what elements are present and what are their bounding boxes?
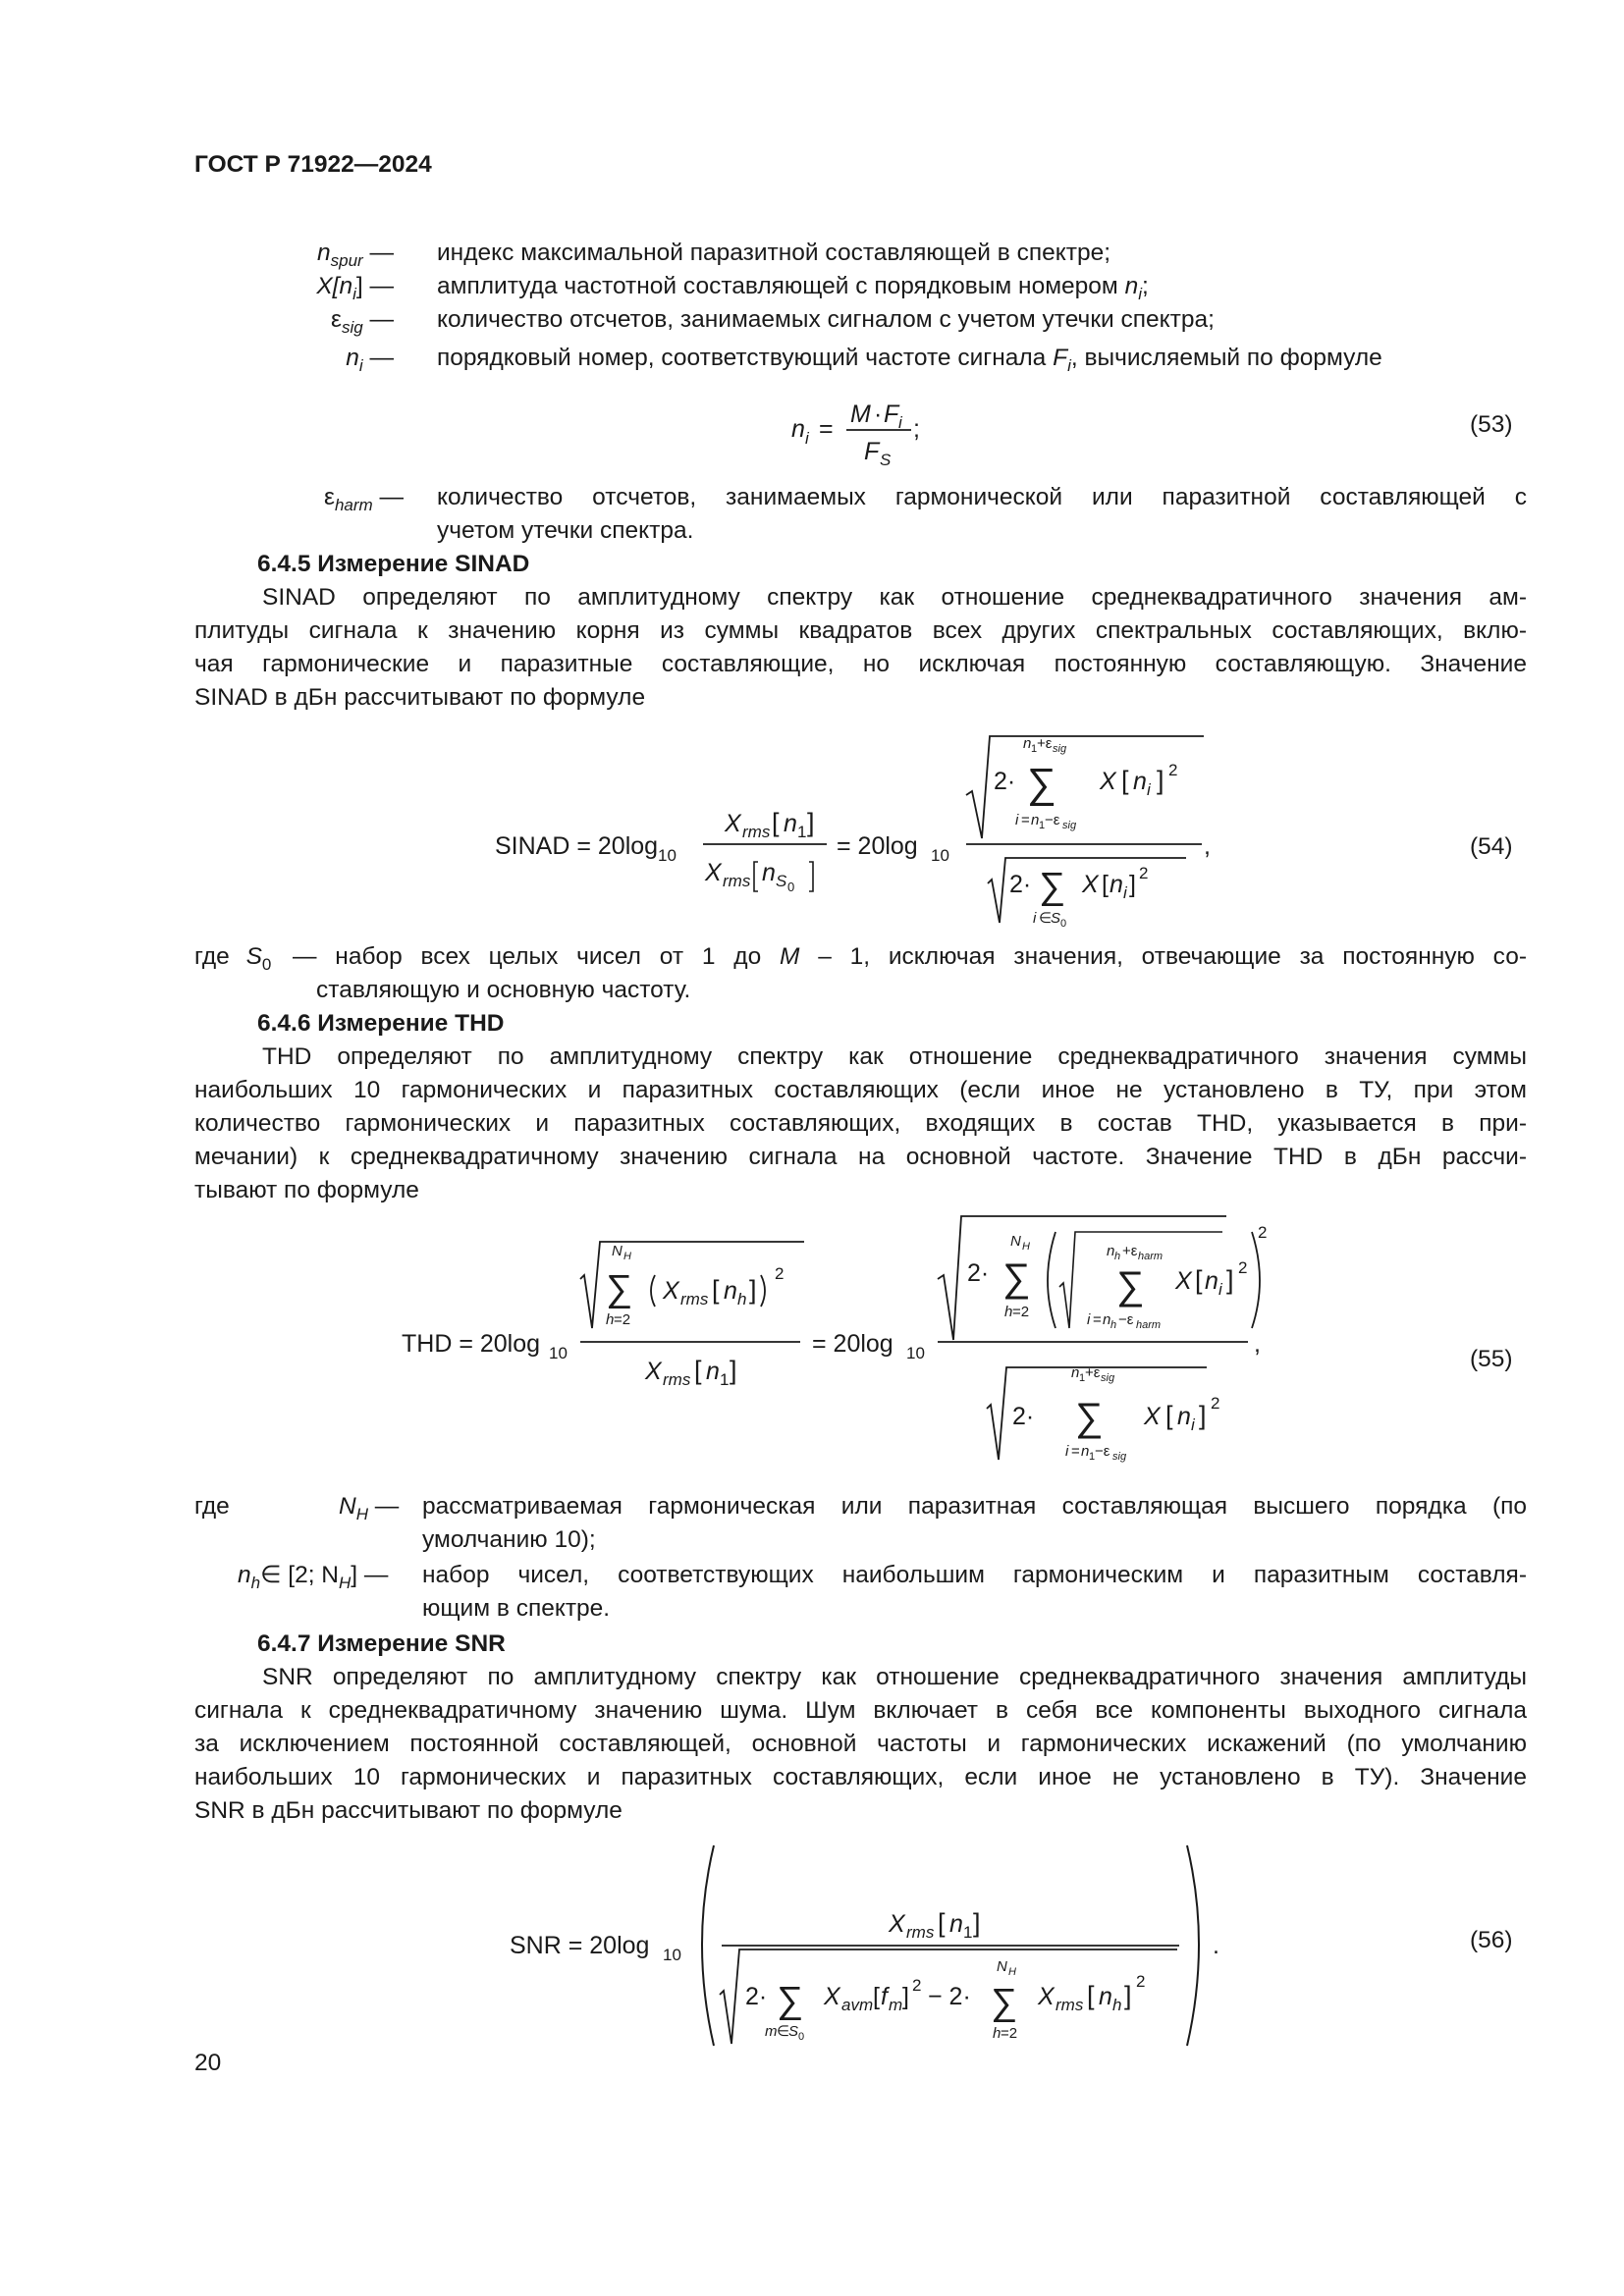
svg-text:=: = — [819, 415, 834, 443]
svg-text:i: i — [1087, 1311, 1091, 1328]
svg-text:X: X — [725, 810, 741, 837]
svg-text:rms: rms — [723, 872, 751, 890]
svg-text:1: 1 — [1089, 1451, 1096, 1463]
svg-text:sig: sig — [1112, 1451, 1127, 1463]
svg-text:10: 10 — [906, 1344, 925, 1362]
svg-text:X: X — [663, 1277, 679, 1305]
svg-text:X: X — [1082, 871, 1099, 898]
svg-text:10: 10 — [663, 1946, 681, 1964]
svg-text:[: [ — [772, 808, 780, 837]
svg-text:h: h — [1110, 1319, 1117, 1331]
svg-text:h: h — [1112, 1996, 1122, 2014]
svg-text:harm: harm — [1136, 1319, 1162, 1331]
svg-text:N: N — [612, 1243, 623, 1259]
svg-text:2: 2 — [1258, 1223, 1268, 1242]
svg-text:sig: sig — [1062, 820, 1077, 831]
svg-text:H: H — [1008, 1966, 1016, 1978]
svg-text:rms: rms — [680, 1290, 709, 1308]
svg-text:]: ] — [1199, 1401, 1207, 1430]
svg-text:n: n — [1023, 735, 1032, 752]
def-eharm-line2: учетом утечки спектра. — [437, 517, 694, 544]
s647-line-1: SNR определяют по амплитудному спектру как отношение среднеквадратичного значения амплитуды — [262, 1664, 1527, 1690]
svg-text:i: i — [1191, 1415, 1195, 1434]
def-nh-set-line1: набор чисел, соответствующих наибольшим гармоническим и паразитным составля- — [422, 1562, 1527, 1588]
svg-text:]: ] — [730, 1356, 737, 1385]
equation-53-number: (53) — [1470, 411, 1513, 438]
svg-text:n: n — [1081, 1443, 1090, 1460]
svg-text:[: [ — [938, 1908, 946, 1938]
svg-text:∈: ∈ — [777, 2023, 790, 2040]
svg-text:h: h — [993, 2025, 1001, 2042]
s646-line-5: тывают по формуле — [194, 1177, 419, 1203]
svg-text:X: X — [1175, 1267, 1192, 1295]
def-nh-line2: умолчанию 10); — [422, 1526, 596, 1553]
svg-text:=: = — [1093, 1311, 1102, 1328]
svg-text:,: , — [1204, 832, 1211, 860]
svg-text:=: = — [1021, 812, 1030, 828]
svg-text:1: 1 — [1079, 1372, 1086, 1384]
svg-text:n: n — [1031, 812, 1040, 828]
svg-text:∑: ∑ — [1075, 1396, 1104, 1439]
svg-text:2: 2 — [912, 1976, 922, 1995]
svg-text:[: [ — [712, 1275, 720, 1305]
svg-text:sig: sig — [1101, 1372, 1115, 1384]
svg-text:1: 1 — [720, 1370, 730, 1389]
svg-text:X: X — [824, 1983, 840, 2010]
s645-line-3: чая гармонические и паразитные составляющие, но исключая постоянную составляющую. Значение — [194, 651, 1527, 677]
svg-text:N: N — [997, 1958, 1007, 1975]
svg-text:−ε: −ε — [1045, 812, 1060, 828]
def-nh-where: где — [194, 1493, 230, 1520]
def-nh-symbol: $N_H$ — — [339, 1493, 400, 1523]
svg-text:[: [ — [1102, 871, 1109, 898]
svg-text:+ε: +ε — [1122, 1243, 1138, 1259]
svg-text:m: m — [889, 1996, 903, 2014]
svg-text:sig: sig — [1053, 743, 1067, 755]
svg-text:THD = 20log: THD = 20log — [402, 1330, 541, 1358]
svg-text:f: f — [881, 1983, 888, 2010]
svg-text:,: , — [1254, 1330, 1261, 1358]
svg-text:]: ] — [1124, 1981, 1132, 2010]
svg-text:∑: ∑ — [1027, 760, 1056, 806]
svg-text:1: 1 — [1039, 820, 1046, 831]
svg-text:2: 2 — [1168, 761, 1178, 779]
s647-line-4: наибольших 10 гармонических и паразитных составляющих, если иное не установлено в ТУ). Значение — [194, 1764, 1527, 1790]
svg-text:= 20log: = 20log — [812, 1330, 893, 1358]
svg-text:n: n — [784, 810, 797, 837]
svg-text:N: N — [1010, 1233, 1021, 1250]
svg-text:X: X — [705, 859, 722, 886]
svg-text:;: ; — [913, 415, 920, 443]
equation-56 — [496, 1836, 1242, 2061]
svg-text:n: n — [1177, 1403, 1191, 1430]
s646-line-3: количество гармонических и паразитных составляющих, входящих в состав THD, указывается в при- — [194, 1110, 1527, 1137]
svg-text:avm: avm — [841, 1996, 874, 2014]
def-nh-set-line2: ющим в спектре. — [422, 1595, 611, 1622]
svg-text:i: i — [1033, 910, 1037, 927]
svg-text:2: 2 — [1139, 864, 1149, 882]
svg-text:2·: 2· — [1009, 871, 1032, 898]
svg-text:[: [ — [1087, 1981, 1095, 2010]
svg-text:[: [ — [873, 1983, 880, 2010]
svg-text:1: 1 — [1031, 743, 1038, 755]
svg-text:i: i — [1065, 1443, 1069, 1460]
heading-6-4-7: 6.4.7 Измерение SNR — [257, 1630, 506, 1657]
def-eharm-line1: количество отсчетов, занимаемых гармонической или паразитной составляющей с — [437, 484, 1527, 510]
svg-text:0: 0 — [798, 2031, 805, 2043]
s646-line-1: THD определяют по амплитудному спектру как отношение среднеквадратичного значения суммы — [262, 1043, 1527, 1070]
svg-text:[: [ — [1121, 766, 1129, 795]
svg-text:+ε: +ε — [1037, 735, 1053, 752]
svg-text:h: h — [1114, 1251, 1121, 1262]
def-s0-line1: — набор всех целых чисел от 1 до M – 1, исключая значения, отвечающие за постоянную со- — [293, 943, 1527, 970]
svg-text:n: n — [1133, 768, 1147, 795]
svg-text:n: n — [1107, 1243, 1115, 1259]
def-s0-line2: ставляющую и основную частоту. — [316, 977, 691, 1003]
svg-text:n: n — [791, 415, 805, 443]
svg-text:n: n — [762, 859, 776, 886]
doc-header: ГОСТ Р 71922—2024 — [194, 151, 432, 178]
svg-text:harm: harm — [1138, 1251, 1164, 1262]
svg-text:h: h — [737, 1290, 747, 1308]
svg-text:10: 10 — [931, 846, 949, 865]
svg-text:+ε: +ε — [1085, 1364, 1101, 1381]
heading-6-4-5: 6.4.5 Измерение SINAD — [257, 551, 530, 577]
equation-56-number: (56) — [1470, 1927, 1513, 1953]
svg-text:rms: rms — [663, 1370, 691, 1389]
svg-text:n: n — [1110, 871, 1123, 898]
s645-line-4: SINAD в дБн рассчитывают по формуле — [194, 684, 646, 711]
def-s0: где $S_0$ — [194, 943, 272, 974]
s647-line-2: сигнала к среднеквадратичному значению шума. Шум включает в себя все компоненты выходного сигнала — [194, 1697, 1527, 1724]
svg-text:0: 0 — [787, 880, 795, 894]
svg-text:H: H — [623, 1251, 631, 1262]
svg-text:.: . — [1213, 1932, 1219, 1959]
svg-text:2: 2 — [775, 1264, 785, 1283]
svg-text:m: m — [765, 2023, 778, 2040]
svg-text:X: X — [1038, 1983, 1055, 2010]
svg-text:]: ] — [1226, 1265, 1234, 1295]
svg-text:i: i — [1015, 812, 1019, 828]
def-nh-line1: рассматриваемая гармоническая или паразитная составляющая высшего порядка (по — [422, 1493, 1527, 1520]
svg-text:∑: ∑ — [1002, 1256, 1031, 1300]
svg-text:− 2·: − 2· — [928, 1983, 971, 2010]
svg-text:F: F — [884, 400, 899, 428]
svg-text:2·: 2· — [1012, 1403, 1035, 1430]
svg-text:h: h — [606, 1311, 615, 1328]
svg-text:[: [ — [1165, 1401, 1173, 1430]
svg-text:= 20log: = 20log — [837, 832, 918, 860]
svg-text:S: S — [776, 872, 787, 890]
svg-text:i: i — [1147, 780, 1151, 799]
svg-text:n: n — [1103, 1311, 1111, 1328]
svg-text:rms: rms — [742, 823, 771, 841]
svg-text:S: S — [880, 451, 892, 469]
s647-line-5: SNR в дБн рассчитывают по формуле — [194, 1797, 623, 1824]
svg-text:[: [ — [694, 1356, 702, 1385]
svg-text:=2: =2 — [1001, 2025, 1018, 2042]
svg-text:X: X — [1100, 768, 1116, 795]
svg-text:∑: ∑ — [1039, 866, 1066, 907]
svg-text:∑: ∑ — [991, 1982, 1018, 2023]
svg-text:n: n — [1205, 1267, 1218, 1295]
svg-text:=2: =2 — [1012, 1304, 1030, 1320]
svg-text:i: i — [805, 429, 809, 448]
svg-text:2: 2 — [1238, 1258, 1248, 1277]
equation-55 — [388, 1212, 1330, 1468]
svg-text:n: n — [706, 1358, 720, 1385]
equation-54 — [481, 726, 1267, 933]
svg-text:n: n — [949, 1910, 963, 1938]
svg-text:X: X — [645, 1358, 662, 1385]
s646-line-4: мечании) к среднеквадратичному значению сигнала на основной частоте. Значение THD в дБн рассчи- — [194, 1144, 1527, 1170]
svg-text:]: ] — [807, 808, 815, 837]
svg-text:X: X — [1144, 1403, 1161, 1430]
svg-text:·: · — [874, 400, 883, 428]
equation-53 — [776, 383, 972, 471]
svg-text:h: h — [1004, 1304, 1013, 1320]
svg-text:rms: rms — [906, 1923, 935, 1942]
svg-text:H: H — [1022, 1241, 1030, 1253]
s645-line-2: плитуды сигнала к значению корня из суммы квадратов всех других спектральных составляющих, вклю- — [194, 617, 1527, 644]
svg-text:−ε: −ε — [1118, 1311, 1134, 1328]
page-number: 20 — [194, 2050, 222, 2076]
svg-text:]: ] — [1157, 766, 1164, 795]
svg-text:∑: ∑ — [606, 1268, 633, 1309]
svg-text:2: 2 — [1136, 1972, 1146, 1991]
svg-text:2·: 2· — [994, 768, 1016, 795]
svg-text:∑: ∑ — [777, 1980, 804, 2021]
equation-55-number: (55) — [1470, 1346, 1513, 1372]
svg-text:i: i — [1123, 883, 1127, 902]
svg-text:n: n — [1071, 1364, 1080, 1381]
svg-text:i: i — [1218, 1280, 1222, 1299]
svg-text:2: 2 — [1211, 1394, 1220, 1413]
s645-line-1: SINAD определяют по амплитудному спектру как отношение среднеквадратичного значения ам- — [262, 584, 1527, 611]
svg-text:2·: 2· — [967, 1259, 990, 1287]
svg-text:n: n — [724, 1277, 737, 1305]
svg-text:∑: ∑ — [1116, 1264, 1145, 1308]
svg-text:S: S — [788, 2023, 799, 2040]
s646-line-2: наибольших 10 гармонических и паразитных составляющих (если иное не установлено в ТУ, при этом — [194, 1077, 1527, 1103]
svg-text:−ε: −ε — [1095, 1443, 1110, 1460]
svg-text:F: F — [864, 438, 880, 465]
svg-text:S: S — [1051, 910, 1061, 927]
svg-text:2·: 2· — [745, 1983, 768, 2010]
svg-text:=2: =2 — [614, 1311, 631, 1328]
svg-text:=: = — [1071, 1443, 1080, 1460]
svg-text:]: ] — [1129, 871, 1136, 898]
svg-text:]: ] — [902, 1983, 909, 2010]
svg-text:1: 1 — [797, 823, 807, 841]
svg-text:]: ] — [749, 1275, 757, 1305]
heading-6-4-6: 6.4.6 Измерение THD — [257, 1010, 505, 1037]
svg-text:SNR = 20log: SNR = 20log — [510, 1932, 650, 1959]
def-nh-set-symbol: $n_h\in$ [2; $N_H$] — — [238, 1562, 389, 1592]
svg-text:M: M — [850, 400, 871, 428]
svg-text:∈: ∈ — [1039, 910, 1053, 927]
svg-text:0: 0 — [1060, 918, 1067, 930]
svg-text:X: X — [889, 1910, 905, 1938]
svg-text:1: 1 — [963, 1923, 973, 1942]
svg-text:i: i — [898, 413, 902, 432]
svg-text:SINAD = 20log: SINAD = 20log — [495, 832, 659, 860]
svg-text:n: n — [1099, 1983, 1112, 2010]
svg-text:]: ] — [973, 1908, 981, 1938]
s647-line-3: за исключением постоянной составляющей, основной частоты и гармонических искажений (по умолчанию — [194, 1731, 1527, 1757]
svg-text:10: 10 — [658, 846, 677, 865]
svg-text:10: 10 — [549, 1344, 568, 1362]
svg-text:rms: rms — [1056, 1996, 1084, 2014]
svg-text:[: [ — [1195, 1265, 1203, 1295]
equation-54-number: (54) — [1470, 833, 1513, 860]
